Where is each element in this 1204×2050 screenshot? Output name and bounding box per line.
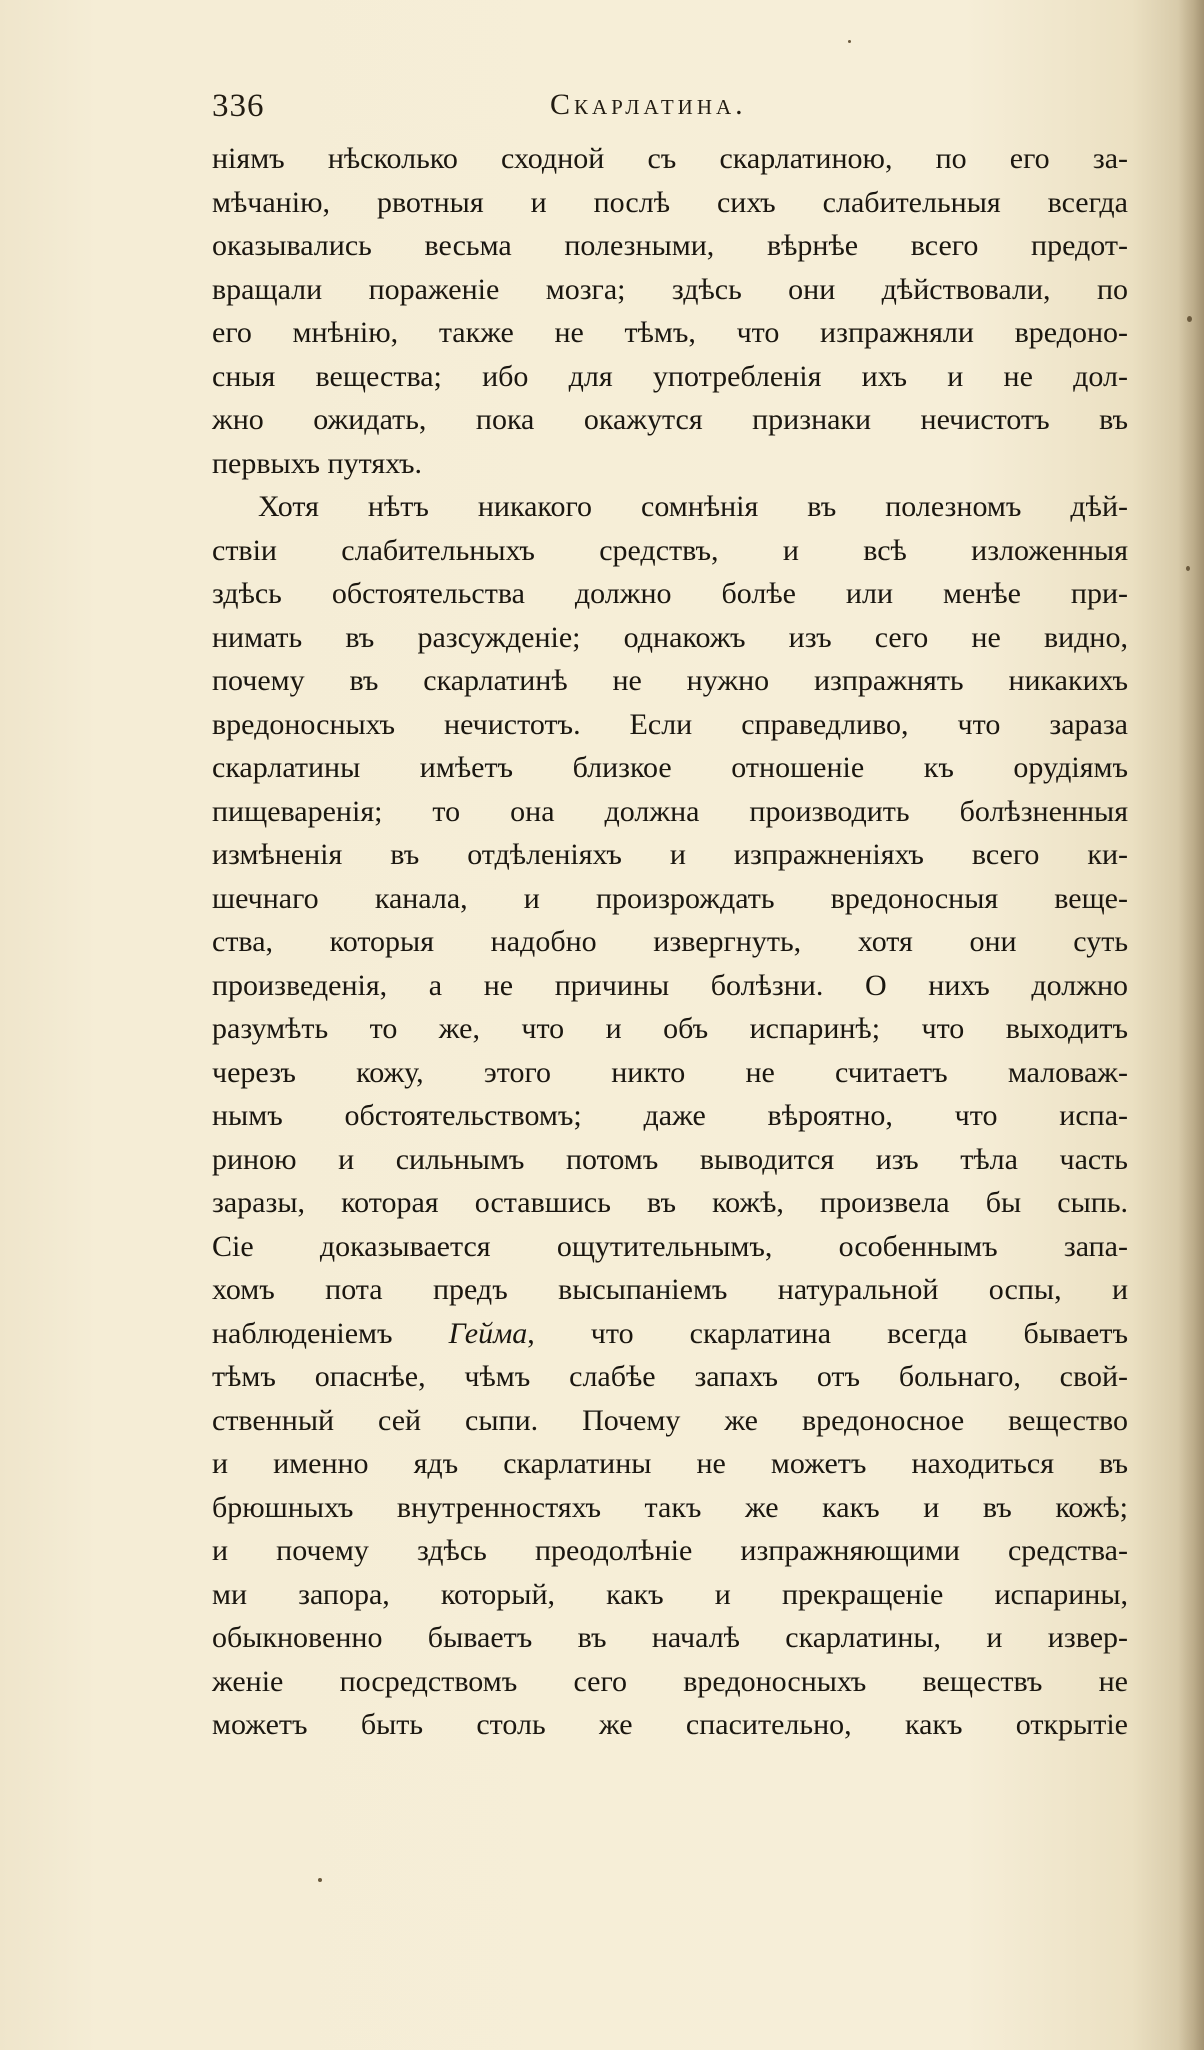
text-line: Сіе доказывается ощутительнымъ, особеннымъ запа- [212, 1229, 1128, 1263]
text-line: шечнаго канала, и произрождать вредоносныя веще- [212, 881, 1128, 915]
ink-speck [318, 1878, 322, 1882]
ink-speck [1187, 316, 1192, 322]
text-line: ственный сей сыпи. Почему же вредоносное вещество [212, 1403, 1128, 1437]
page-edge-shadow [1178, 0, 1204, 2050]
text-line: женіе посредствомъ сего вредоносныхъ веществъ не [212, 1664, 1128, 1698]
text-line: риною и сильнымъ потомъ выводится изъ тѣла часть [212, 1142, 1128, 1176]
text-line: и почему здѣсь преодолѣніе изпражняющими средства- [212, 1534, 1128, 1567]
ink-speck [848, 40, 851, 43]
text-line: черезъ кожу, этого никто не считаетъ маловаж- [212, 1055, 1128, 1089]
text-line: хомъ пота предъ высыпаніемъ натуральной оспы, и [212, 1273, 1128, 1306]
running-title: Скарлатина. [550, 88, 747, 121]
ink-speck [1186, 566, 1190, 571]
text-line: здѣсь обстоятельства должно болѣе или менѣе при- [212, 577, 1128, 610]
text-line: нымъ обстоятельствомъ; даже вѣроятно, что испа- [212, 1099, 1128, 1132]
page-number: 336 [212, 88, 265, 124]
text-line: скарлатины имѣетъ близкое отношеніе къ орудіямъ [212, 751, 1128, 784]
text-line: вращали пораженіе мозга; здѣсь они дѣйствовали, по [212, 272, 1128, 306]
text-line: ми запора, который, какъ и прекращеніе испарины, [212, 1577, 1128, 1611]
paragraph-main [212, 485, 1128, 1747]
text-line: вредоносныхъ нечистотъ. Если справедливо, что зараза [212, 707, 1128, 741]
text-line: сныя вещества; ибо для употребленія ихъ и не дол- [212, 359, 1128, 393]
text-line: его мнѣнію, также не тѣмъ, что изпражняли вредоно- [212, 316, 1128, 349]
text-line: ствіи слабительныхъ средствъ, и всѣ изложенныя [212, 533, 1128, 567]
paragraph-continued [212, 137, 1128, 485]
text-line: произведенія, а не причины болѣзни. О нихъ должно [212, 968, 1128, 1002]
text-line: Хотя нѣтъ никакого сомнѣнія въ полезномъ дѣй- [258, 490, 1128, 523]
text-line: жно ожидать, пока окажутся признаки нечистотъ въ [212, 403, 1128, 436]
text-line: заразы, которая оставшись въ кожѣ, произвела бы сыпь. [212, 1186, 1128, 1219]
text-line: тѣмъ опаснѣе, чѣмъ слабѣе запахъ отъ больнаго, свой- [212, 1360, 1128, 1393]
text-line: первыхъ путяхъ. [212, 446, 422, 480]
text-line: и именно ядъ скарлатины не можетъ находиться въ [212, 1447, 1128, 1480]
italic-name: Гейма [448, 1316, 528, 1350]
text-line: наблюденіемъ Гейма, что скарлатина всегда бываетъ [212, 1316, 1128, 1350]
text-line: ніямъ нѣсколько сходной съ скарлатиною, по его за- [212, 142, 1128, 175]
text-line: разумѣть то же, что и объ испаринѣ; что выходитъ [212, 1012, 1128, 1045]
text-line: обыкновенно бываетъ въ началѣ скарлатины, и извер- [212, 1621, 1128, 1654]
text-line: оказывались весьма полезными, вѣрнѣе всего предот- [212, 229, 1128, 262]
page-header [212, 88, 1128, 138]
text-line: измѣненія въ отдѣленіяхъ и изпражненіяхъ всего ки- [212, 838, 1128, 871]
text-line: ства, которыя надобно извергнуть, хотя они суть [212, 925, 1128, 958]
text-line: мѣчанію, рвотныя и послѣ сихъ слабительныя всегда [212, 185, 1128, 219]
text-line: нимать въ разсужденіе; однакожъ изъ сего не видно, [212, 620, 1128, 654]
text-line: можетъ быть столь же спасительно, какъ открытіе [212, 1708, 1128, 1741]
body-text [212, 137, 1128, 1747]
text-line: брюшныхъ внутренностяхъ такъ же какъ и въ кожѣ; [212, 1490, 1128, 1524]
text-line: пищеваренія; то она должна производить болѣзненныя [212, 794, 1128, 828]
text-line: почему въ скарлатинѣ не нужно изпражнять никакихъ [212, 664, 1128, 697]
